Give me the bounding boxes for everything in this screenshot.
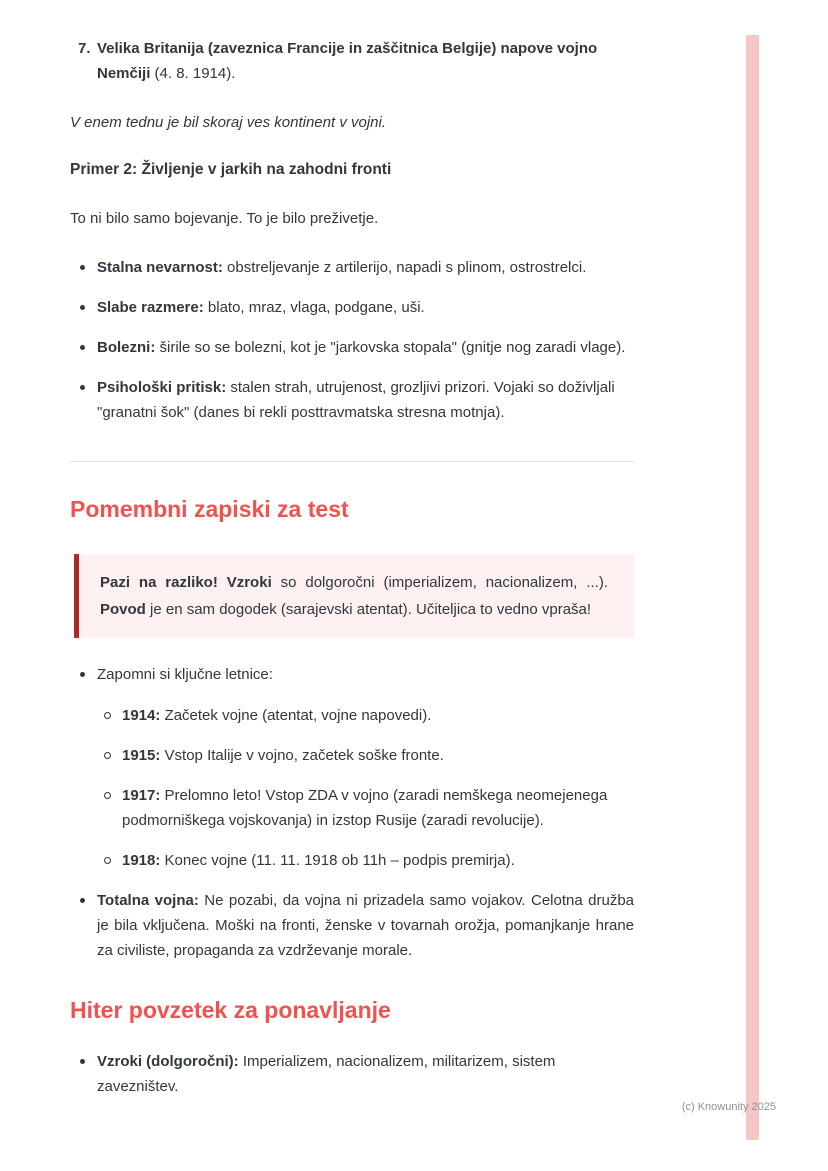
regular-text: stalen strah, utrujenost, grozljivi prizori. Vojaki so doživljali "granatni šok" (danes bi rekli posttravmatska stresna motnja). [97, 379, 615, 421]
trench-life-list [70, 255, 634, 425]
list-item [70, 662, 634, 873]
regular-text: so dolgoročni (imperializem, nacionalizem, ...). [271, 574, 608, 591]
sublist-item [97, 703, 634, 728]
list-item [70, 295, 634, 320]
document-content [70, 36, 634, 1114]
regular-text: blato, mraz, vlaga, podgane, uši. [203, 299, 425, 316]
regular-text: Začetek vojne (atentat, vojne napovedi). [160, 707, 432, 724]
sublist-item [97, 848, 634, 873]
example-heading: Primer 2: Življenje v jarkih na zahodni fronti [70, 161, 392, 178]
example-intro: To ni bilo samo bojevanje. To je bilo preživetje. [70, 210, 379, 227]
bold-text: Pazi na razliko! Vzroki [100, 574, 272, 591]
regular-text: Vstop Italije v vojno, začetek soške fronte. [160, 747, 444, 764]
bold-text: Bolezni: [97, 339, 156, 356]
list-number: 7. [78, 40, 91, 57]
section-divider [70, 461, 634, 462]
bold-text: Psihološki pritisk: [97, 379, 227, 396]
copyright-watermark: (c) Knowunity 2025 [681, 1101, 776, 1113]
regular-text: obstreljevanje z artilerijo, napadi s plinom, ostrostrelci. [222, 259, 587, 276]
list-item [70, 255, 634, 280]
list-item [70, 375, 634, 425]
list-item [70, 888, 634, 963]
bold-text: Stalna nevarnost: [97, 259, 223, 276]
bold-text: 1915: [122, 747, 161, 764]
bold-text: 1918: [122, 852, 161, 869]
key-dates-sublist [97, 703, 634, 873]
bold-text: Totalna vojna: [97, 892, 199, 909]
regular-text: širile so se bolezni, kot je "jarkovska stopala" (gnitje nog zaradi vlage). [155, 339, 626, 356]
bold-text: Velika Britanija (zaveznica Francije in zaščitnica Belgije) napove vojno Nemčiji [97, 40, 598, 82]
regular-text: Prelomno leto! Vstop ZDA v vojno (zaradi nemškega neomejenega podmorniškega vojskovanja) in izstop Rusije (zaradi revolucije). [122, 787, 608, 829]
sublist-item [97, 783, 634, 833]
regular-text: je en sam dogodek (sarajevski atentat). Učiteljica to vedno vpraša! [145, 601, 592, 618]
key-dates-list [70, 662, 634, 963]
warning-callout [74, 554, 634, 638]
italic-note: V enem tednu je bil skoraj ves kontinent v vojni. [70, 114, 387, 131]
summary-list [70, 1049, 634, 1099]
bold-text: 1917: [122, 787, 161, 804]
list-item-text [97, 36, 634, 86]
section-title-notes: Pomembni zapiski za test [70, 496, 349, 522]
bold-text: Povod [100, 601, 146, 618]
bold-text: Vzroki (dolgoročni): [97, 1053, 239, 1070]
decorative-stripe [746, 35, 759, 1140]
regular-text: Ne pozabi, da vojna ni prizadela samo vojakov. Celotna družba je bila vključena. Moški na fronti, ženske v tovarnah orožja, pomanjkanje hrane za civiliste, propaganda za vzdrževanje morale. [97, 892, 635, 959]
section-title-summary: Hiter povzetek za ponavljanje [70, 997, 391, 1023]
regular-text: Imperializem, nacionalizem, militarizem, sistem zavezništev. [97, 1053, 556, 1095]
bold-text: Slabe razmere: [97, 299, 204, 316]
regular-text: Konec vojne (11. 11. 1918 ob 11h – podpis premirja). [160, 852, 515, 869]
regular-text: Zapomni si ključne letnice: [97, 666, 273, 683]
regular-text: (4. 8. 1914). [150, 65, 236, 82]
bold-text: 1914: [122, 707, 161, 724]
list-item [70, 1049, 634, 1099]
numbered-list-item-7 [70, 36, 634, 86]
list-item [70, 335, 634, 360]
sublist-item [97, 743, 634, 768]
